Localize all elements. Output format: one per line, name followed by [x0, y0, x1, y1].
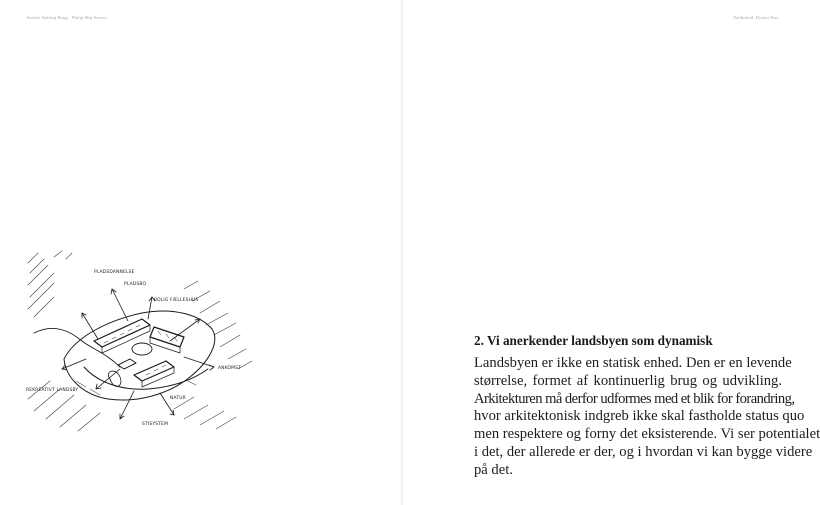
body-line: Landsbyen er ikke en statisk enhed. Den er en levende — [474, 355, 792, 371]
sketch-label-left-upper: PLADSBO — [124, 282, 147, 287]
body-line: i det, der allerede er der, og i hvordan vi kan bygge videre — [474, 443, 813, 460]
right-page — [403, 0, 820, 505]
left-page — [0, 0, 401, 505]
sketch-label-left-lower: REKREATIVT LANDSBY — [26, 388, 79, 393]
site-sketch-drawing — [24, 249, 256, 435]
body-line: på det. — [474, 461, 513, 478]
running-head-title: Fælleshed, Dyrket Hus — [733, 15, 778, 20]
body-line: hvor arkitektonisk indgreb ikke skal fastholde status quo — [474, 408, 805, 425]
running-head-authors: Amalie Skårhøj Bang · Philip Maj Sereno — [26, 15, 107, 20]
sketch-label-center: BOLIG FÆLLESHUS — [154, 298, 199, 303]
body-paragraph — [474, 355, 820, 480]
sketch-labels — [26, 269, 241, 427]
sketch-label-top: PLADSDANNELSE — [94, 270, 135, 275]
body-line: Arkitekturen må derfor udformes med et blik for forandring, — [474, 390, 795, 407]
section-heading: 2. Vi anerkender landsbyen som dynamisk — [474, 333, 713, 348]
sketch-label-right: ANKOMST — [218, 366, 242, 371]
sketch-label-bottom-right: NATUR — [170, 396, 186, 401]
body-line: størrelse, formet af kontinuerlig brug og udvikling. — [474, 372, 782, 389]
body-line: men respektere og forny det eksisterende. Vi ser potentialet — [474, 426, 820, 443]
site-sketch — [24, 249, 256, 435]
sketch-label-bottom: STISYSTEM — [142, 422, 169, 427]
